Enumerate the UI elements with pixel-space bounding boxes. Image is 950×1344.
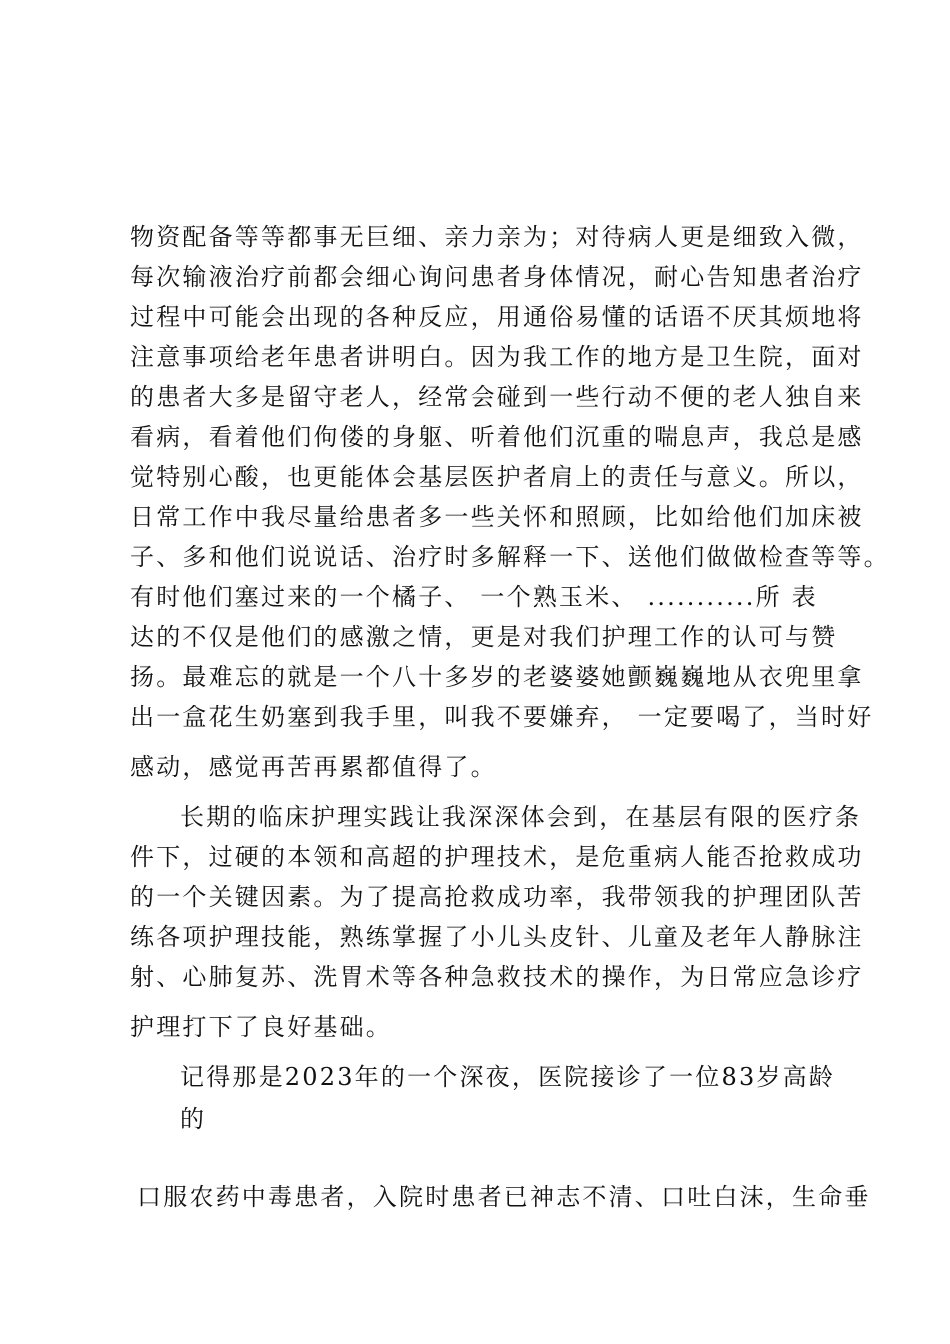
paragraph-1-line-1: 物资配备等等都事无巨细、亲力亲为；对待病人更是细致入微， <box>130 223 864 251</box>
paragraph-1-line-3: 过程中可能会出现的各种反应，用通俗易懂的话语不厌其烦地将 <box>130 303 864 331</box>
paragraph-2-line-3: 的一个关键因素。为了提高抢救成功率，我带领我的护理团队苦 <box>130 883 864 911</box>
paragraph-1-line-2: 每次输液治疗前都会细心询问患者身体情况，耐心告知患者治疗 <box>130 263 864 291</box>
paragraph-1-line-7: 觉特别心酸，也更能体会基层医护者肩上的责任与意义。所以， <box>130 463 864 491</box>
paragraph-1-line-13: 出一盒花生奶塞到我手里，叫我不要嫌弃， 一定要喝了，当时好 <box>130 703 874 731</box>
paragraph-1-line-5: 的患者大多是留守老人，经常会碰到一些行动不便的老人独自来 <box>130 383 864 411</box>
paragraph-1-line-6: 看病，看着他们佝偻的身躯、听着他们沉重的喘息声，我总是感 <box>130 423 864 451</box>
paragraph-1-line-9: 子、多和他们说说话、治疗时多解释一下、送他们做做检查等等。 <box>130 543 890 571</box>
paragraph-2-line-6: 护理打下了良好基础。 <box>130 1013 392 1041</box>
paragraph-3-line-3: 口服农药中毒患者，入院时患者已神志不清、口吐白沫，生命垂 <box>137 1183 871 1211</box>
paragraph-2-line-4: 练各项护理技能，熟练掌握了小儿头皮针、儿童及老年人静脉注 <box>130 923 864 951</box>
paragraph-3-line-2: 的 <box>180 1105 207 1133</box>
paragraph-1-line-10: 有时他们塞过来的一个橘子、 一个熟玉米、 ...........所 表 <box>130 583 818 611</box>
paragraph-2-line-2: 件下，过硬的本领和高超的护理技术，是危重病人能否抢救成功 <box>130 843 864 871</box>
paragraph-2-line-1: 长期的临床护理实践让我深深体会到，在基层有限的医疗条 <box>180 803 862 831</box>
paragraph-1-line-14: 感动，感觉再苦再累都值得了。 <box>130 753 497 781</box>
paragraph-2-line-5: 射、心肺复苏、洗胃术等各种急救技术的操作，为日常应急诊疗 <box>130 963 864 991</box>
paragraph-3-line-1: 记得那是2023年的一个深夜，医院接诊了一位83岁高龄 <box>180 1063 836 1091</box>
paragraph-1-line-4: 注意事项给老年患者讲明白。因为我工作的地方是卫生院，面对 <box>130 343 864 371</box>
paragraph-1-line-12: 扬。最难忘的就是一个八十多岁的老婆婆她颤巍巍地从衣兜里拿 <box>130 663 864 691</box>
paragraph-1-line-11: 达的不仅是他们的感激之情，更是对我们护理工作的认可与赞 <box>130 623 838 651</box>
paragraph-1-line-8: 日常工作中我尽量给患者多一些关怀和照顾，比如给他们加床被 <box>130 503 864 531</box>
